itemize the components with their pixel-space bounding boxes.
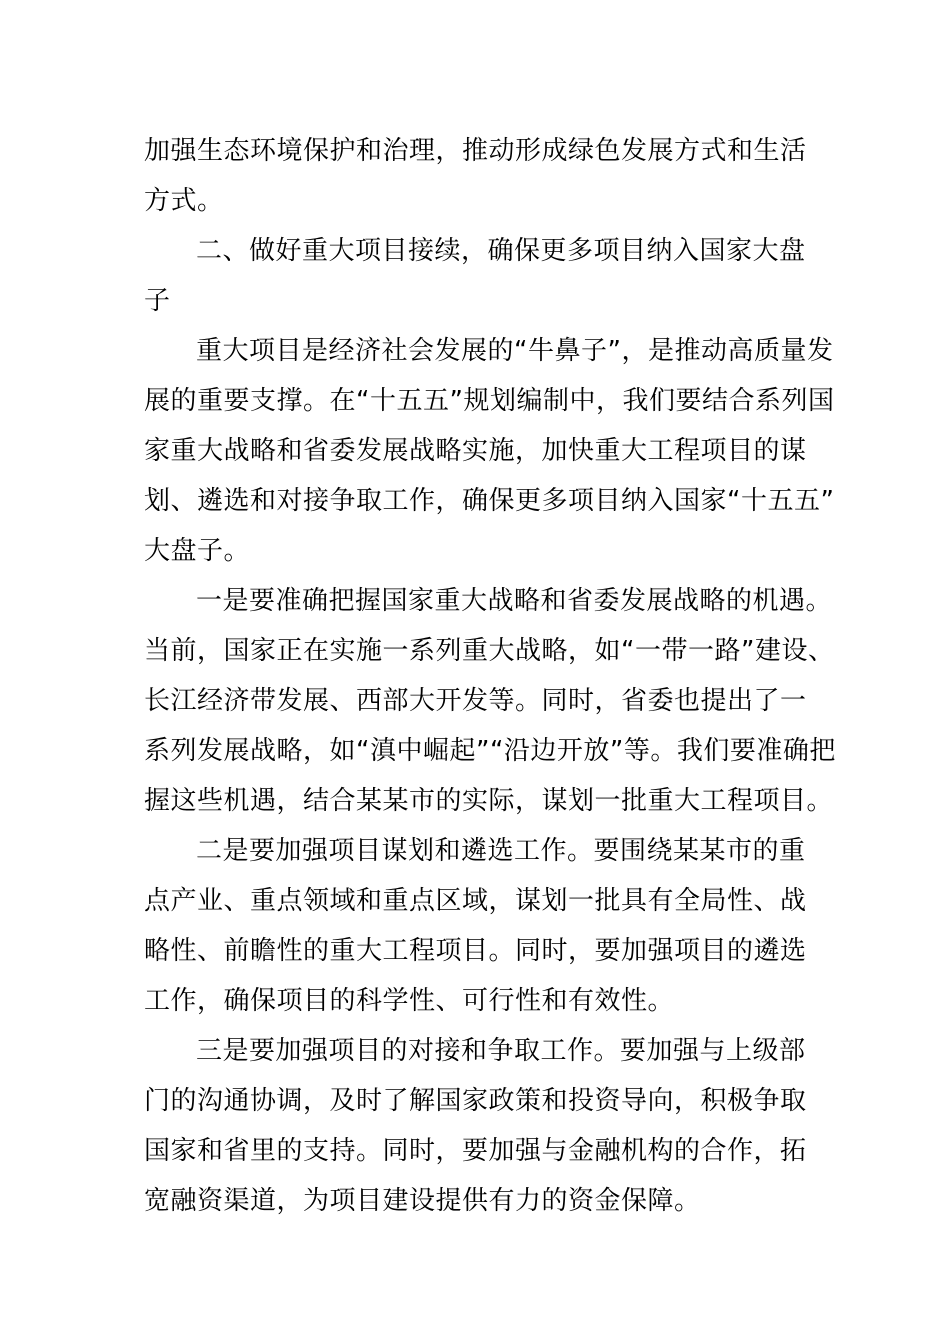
text-line: 三是要加强项目的对接和争取工作。要加强与上级部 xyxy=(196,1036,806,1066)
text-line: 门的沟通协调，及时了解国家政策和投资导向，积极争取 xyxy=(144,1086,807,1116)
text-line: 长江经济带发展、西部大开发等。同时，省委也提出了一 xyxy=(144,686,807,716)
text-line: 当前，国家正在实施一系列重大战略，如“一带一路”建设、 xyxy=(144,636,835,666)
text-line: 二是要加强项目谋划和遴选工作。要围绕某某市的重 xyxy=(196,836,806,866)
text-line: 加强生态环境保护和治理，推动形成绿色发展方式和生活 xyxy=(144,136,807,166)
text-line: 工作，确保项目的科学性、可行性和有效性。 xyxy=(144,986,675,1016)
text-line: 家重大战略和省委发展战略实施，加快重大工程项目的谋 xyxy=(144,436,807,466)
text-line: 略性、前瞻性的重大工程项目。同时，要加强项目的遴选 xyxy=(144,936,807,966)
text-line: 重大项目是经济社会发展的“牛鼻子”，是推动高质量发 xyxy=(196,336,834,366)
text-line: 系列发展战略，如“滇中崛起”“沿边开放”等。我们要准确把 xyxy=(144,736,836,766)
text-line: 展的重要支撑。在“十五五”规划编制中，我们要结合系列国 xyxy=(144,386,835,416)
text-line: 国家和省里的支持。同时，要加强与金融机构的合作，拓 xyxy=(144,1136,807,1166)
text-line: 点产业、重点领域和重点区域，谋划一批具有全局性、战 xyxy=(144,886,807,916)
text-line: 划、遴选和对接争取工作，确保更多项目纳入国家“十五五” xyxy=(144,486,835,516)
text-line: 方式。 xyxy=(144,186,224,216)
section-heading-continued: 子 xyxy=(144,286,171,316)
text-line: 宽融资渠道，为项目建设提供有力的资金保障。 xyxy=(144,1186,701,1216)
text-line: 一是要准确把握国家重大战略和省委发展战略的机遇。 xyxy=(196,586,833,616)
text-line: 大盘子。 xyxy=(144,536,251,566)
text-line: 握这些机遇，结合某某市的实际，谋划一批重大工程项目。 xyxy=(144,786,834,816)
section-heading: 二、做好重大项目接续，确保更多项目纳入国家大盘 xyxy=(196,236,806,266)
